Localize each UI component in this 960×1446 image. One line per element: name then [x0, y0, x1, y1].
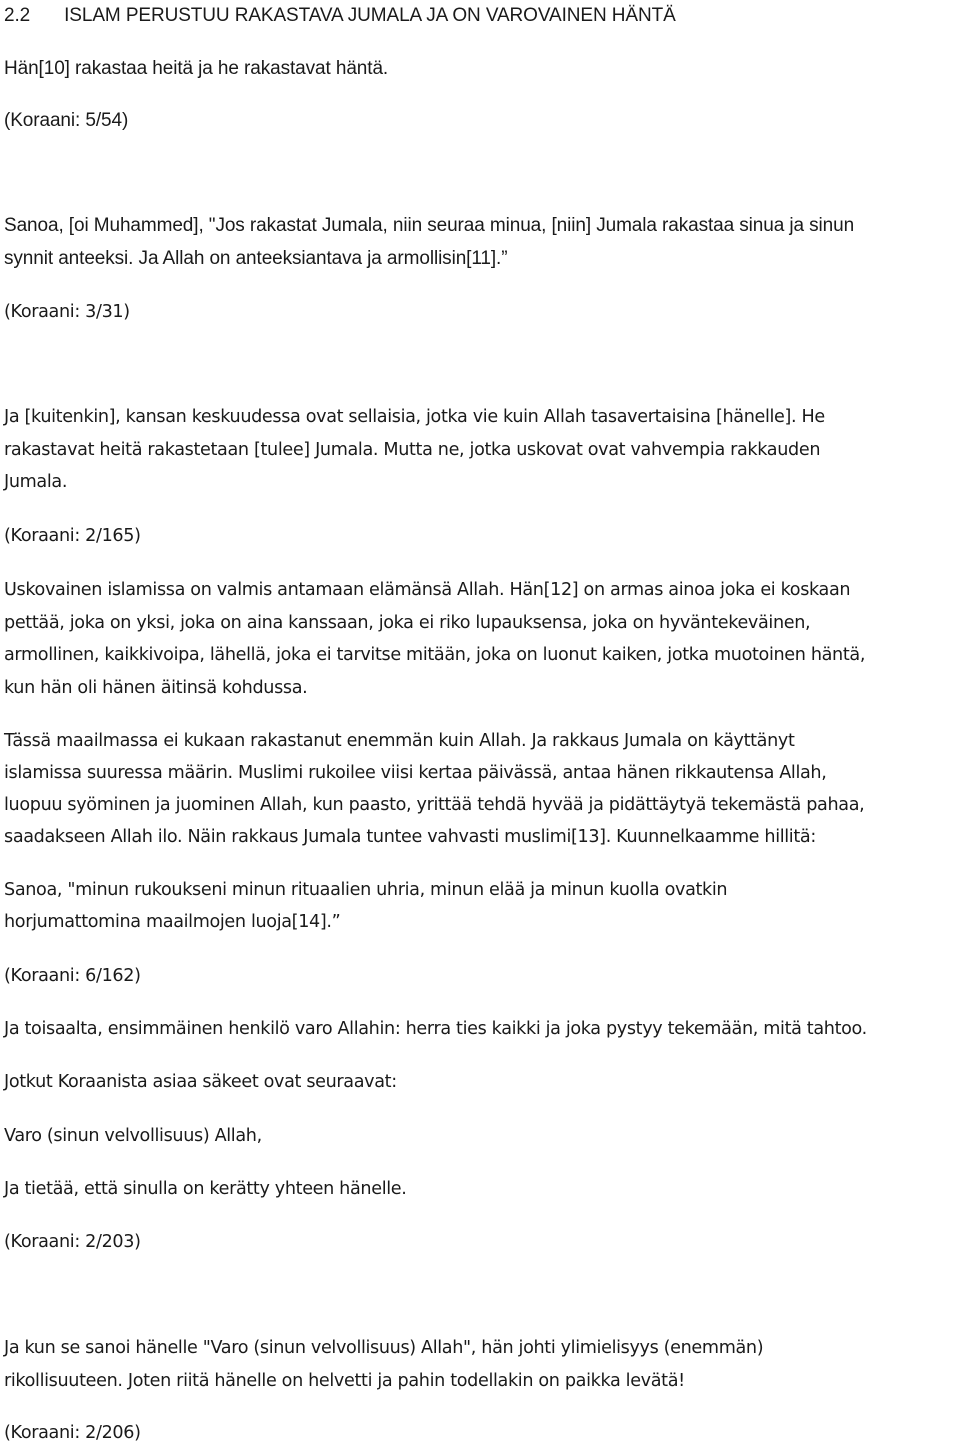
- text-line: Uskovainen islamissa on valmis antamaan elämänsä Allah. Hän[12] on armas ainoa joka ei koskaan: [4, 580, 851, 600]
- citation: (Koraani: 2/203): [4, 1232, 141, 1252]
- citation: (Koraani: 6/162): [4, 966, 141, 986]
- text-line: kun hän oli hänen äitinsä kohdussa.: [4, 678, 308, 698]
- text-line: Hän[10] rakastaa heitä ja he rakastavat häntä.: [4, 58, 389, 79]
- text-line: armollinen, kaikkivoipa, lähellä, joka ei tarvitse mitään, joka on luonut kaiken, jotka muotoinen häntä,: [4, 645, 866, 665]
- text-line: luopuu syöminen ja juominen Allah, kun paasto, yrittää tehdä hyvää ja pidättäytyä tekemästä pahaa,: [4, 795, 865, 815]
- text-line: Tässä maailmassa ei kukaan rakastanut enemmän kuin Allah. Ja rakkaus Jumala on käyttänyt: [4, 731, 795, 751]
- text-line: islamissa suuressa määrin. Muslimi rukoilee viisi kertaa päivässä, antaa hänen rikkautensa Allah,: [4, 763, 827, 783]
- text-line: rikollisuuteen. Joten riitä hänelle on helvetti ja pahin todellakin on paikka levätä!: [4, 1371, 685, 1391]
- section-number: 2.2: [4, 5, 31, 26]
- citation: (Koraani: 5/54): [4, 110, 129, 131]
- text-line: Ja kun se sanoi hänelle "Varo (sinun velvollisuus) Allah", hän johti ylimielisyys (enemmän): [4, 1338, 764, 1358]
- text-line: pettää, joka on yksi, joka on aina kanssaan, joka ei riko lupauksensa, joka on hyväntekeväinen,: [4, 613, 811, 633]
- citation: (Koraani: 2/165): [4, 526, 141, 546]
- text-line: rakastavat heitä rakastetaan [tulee] Jumala. Mutta ne, jotka uskovat ovat vahvempia rakkauden: [4, 440, 821, 460]
- text-line: saadakseen Allah ilo. Näin rakkaus Jumala tuntee vahvasti muslimi[13]. Kuunnelkaamme hillitä:: [4, 827, 816, 847]
- section-title: ISLAM PERUSTUU RAKASTAVA JUMALA JA ON VAROVAINEN HÄNTÄ: [64, 5, 676, 26]
- text-line: Varo (sinun velvollisuus) Allah,: [4, 1126, 262, 1146]
- text-line: Jumala.: [4, 472, 68, 492]
- citation: (Koraani: 2/206): [4, 1423, 141, 1443]
- section-heading: [4, 4, 676, 28]
- citation: (Koraani: 3/31): [4, 302, 130, 322]
- text-line: horjumattomina maailmojen luoja[14].”: [4, 912, 341, 932]
- text-line: synnit anteeksi. Ja Allah on anteeksiantava ja armollisin[11].”: [4, 248, 508, 269]
- text-line: Ja [kuitenkin], kansan keskuudessa ovat sellaisia, jotka vie kuin Allah tasavertaisina [hänelle]. He: [4, 407, 825, 427]
- text-line: Ja toisaalta, ensimmäinen henkilö varo Allahin: herra ties kaikki ja joka pystyy tekemään, mitä tahtoo.: [4, 1019, 867, 1039]
- text-line: Jotkut Koraanista asiaa säkeet ovat seuraavat:: [4, 1072, 397, 1092]
- text-line: Sanoa, [oi Muhammed], "Jos rakastat Jumala, niin seuraa minua, [niin] Jumala rakastaa sinua ja sinun: [4, 215, 855, 236]
- text-line: Sanoa, "minun rukoukseni minun rituaalien uhria, minun elää ja minun kuolla ovatkin: [4, 880, 728, 900]
- text-line: Ja tietää, että sinulla on kerätty yhteen hänelle.: [4, 1179, 407, 1199]
